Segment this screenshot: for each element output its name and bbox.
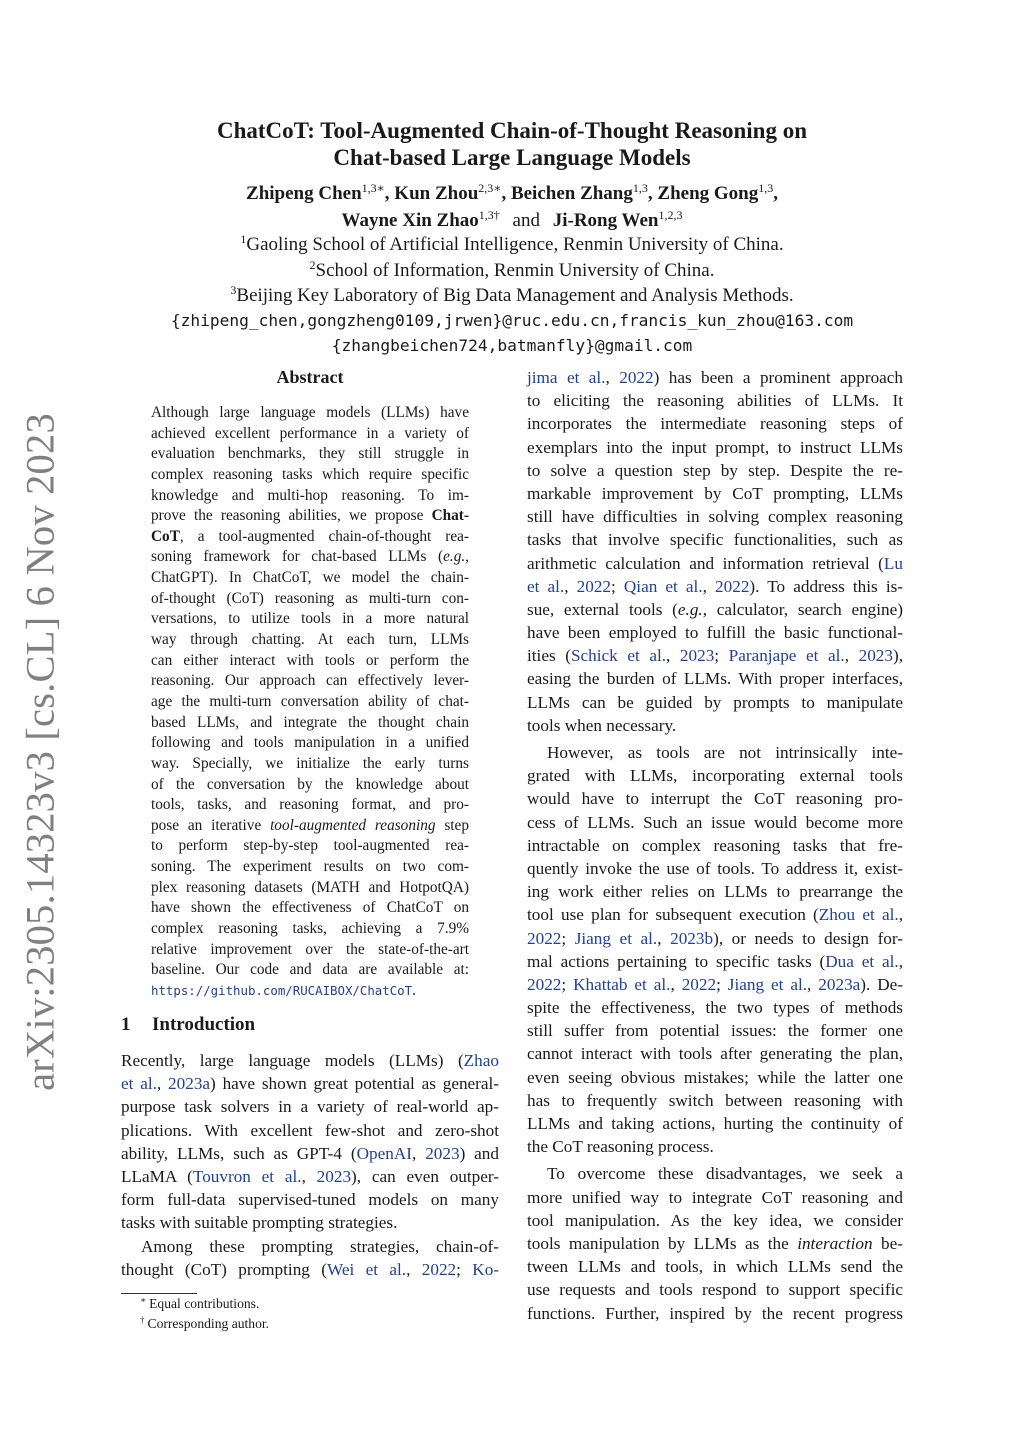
abstract-line: soning. The experiment results on two com- (151, 858, 469, 876)
author-affil-mark: 1,3∗ (361, 181, 385, 195)
abstract-line: knowledge and multi-hop reasoning. To im- (151, 486, 469, 504)
abstract-line: achieved excellent performance in a variety of (151, 424, 469, 442)
body-line: to eliciting the reasoning abilities of LLMs. It (527, 391, 903, 411)
author-name: Kun Zhou (394, 183, 479, 204)
author-name: Wayne Xin Zhao (341, 210, 479, 231)
body-line: would have to interrupt the CoT reasoning pro- (527, 789, 903, 809)
abstract-heading: Abstract (276, 367, 344, 387)
body-line: cess of LLMs. Such an issue would become more (527, 812, 903, 832)
body-line: more unified way to integrate CoT reasoning and (527, 1187, 903, 1207)
body-line: intractable on complex reasoning tasks that fre- (527, 835, 903, 855)
body-line: et al., 2023a) have shown great potential as general- (121, 1074, 500, 1094)
body-line: quently invoke the use of tools. To address it, exist- (527, 858, 903, 878)
abstract-line: reasoning. Our approach can effectively lever- (151, 672, 469, 690)
intro-right-column (527, 366, 903, 1325)
citation-link[interactable]: Ko- (472, 1259, 500, 1279)
affiliation: School of Information, Renmin University of China. (315, 259, 715, 281)
body-line: incorporates the intermediate reasoning steps of (527, 414, 903, 434)
body-line: ities (Schick et al., 2023; Paranjape et al., 2023), (527, 646, 904, 666)
citation-link[interactable]: 2023 (858, 646, 893, 666)
body-line: tween LLMs and tools, in which LLMs send the (527, 1257, 903, 1277)
footnote: † Corresponding author. (140, 1314, 270, 1331)
abstract-line: soning framework for chat-based LLMs (e.g., (151, 548, 469, 566)
author-name: Zhipeng Chen (246, 183, 362, 204)
body-line: use requests and tools respond to support specific (527, 1280, 903, 1300)
body-line: Recently, large language models (LLMs) (Zhao (121, 1051, 499, 1070)
body-line: still have difficulties in solving complex reasoning (527, 507, 903, 527)
affil-mark: 3 (230, 283, 237, 297)
body-line: purpose task solvers in a variety of real-world ap- (121, 1097, 499, 1117)
citation-link[interactable]: Zhou et al. (818, 905, 899, 925)
body-line: markable improvement by CoT prompting, LLMs (527, 483, 903, 503)
abstract-line: https://github.com/RUCAIBOX/ChatCoT. (151, 981, 416, 999)
body-line: cannot interact with tools after generating the plan, (527, 1044, 903, 1064)
code-repo-link[interactable]: https://github.com/RUCAIBOX/ChatCoT (151, 982, 413, 998)
body-line: LLaMA (Touvron et al., 2023), can even outper- (121, 1166, 499, 1186)
body-line: sue, external tools (e.g., calculator, search engine) (527, 599, 903, 619)
arxiv-identifier-text: arXiv:2305.14323v3 [cs.CL] 6 Nov 2023 (17, 413, 63, 1091)
abstract-line: of-thought (CoT) reasoning as multi-turn con- (151, 589, 469, 607)
citation-link[interactable]: Lu (883, 553, 903, 573)
abstract-line: pose an iterative tool-augmented reasoning step (151, 816, 469, 834)
body-line: functions. Further, inspired by the recent progress (527, 1303, 903, 1323)
citation-link[interactable]: Khattab et al. (573, 974, 671, 994)
abstract-line: complex reasoning tasks which require specific (151, 465, 469, 483)
body-line: tools manipulation by LLMs as the interaction be- (527, 1233, 903, 1253)
citation-link[interactable]: 2022 (576, 576, 611, 596)
body-line: have been employed to fulfill the basic functional- (527, 623, 903, 643)
citation-link[interactable]: Touvron et al. (192, 1166, 302, 1186)
citation-link[interactable]: 2022 (421, 1259, 457, 1279)
abstract-line: age the multi-turn conversation ability of chat- (151, 692, 469, 710)
author-affil-mark: 2,3∗ (478, 181, 502, 195)
body-line: thought (CoT) prompting (Wei et al., 2022; Ko- (121, 1259, 500, 1279)
paper-title (0, 117, 1024, 171)
body-line: to solve a question step by step. Despite the re- (527, 460, 903, 480)
citation-link[interactable]: jima et al. (527, 368, 606, 387)
author-name: Zheng Gong (657, 183, 759, 204)
section-heading (121, 1014, 255, 1036)
citation-link[interactable]: 2022 (527, 928, 562, 948)
section-title: Introduction (152, 1014, 256, 1035)
citation-link[interactable]: Paranjape et al. (728, 646, 845, 666)
abstract-line: evaluation benchmarks, they still struggle in (151, 445, 469, 463)
body-line: jima et al., 2022) has been a prominent approach (527, 368, 904, 387)
title-line-1: ChatCoT: Tool-Augmented Chain-of-Thought Reasoning on (216, 118, 807, 143)
author-name: Ji-Rong Wen (552, 210, 659, 231)
abstract-body (151, 403, 469, 1002)
citation-link[interactable]: 2023 (425, 1143, 460, 1163)
abstract-line: prove the reasoning abilities, we propose Chat- (151, 507, 469, 525)
abstract-line: plex reasoning datasets (MATH and HotpotQA) (151, 878, 469, 896)
body-line: still suffer from potential issues: the former one (527, 1021, 903, 1041)
body-line: LLMs can be guided by prompts to manipulate (527, 692, 903, 712)
body-line: tasks with suitable prompting strategies. (121, 1213, 398, 1233)
author-name: Beichen Zhang (510, 183, 633, 204)
body-line: plications. With excellent few-shot and zero-shot (121, 1120, 499, 1140)
abstract-line: complex reasoning tasks, achieving a 7.9% (151, 920, 469, 938)
citation-link[interactable]: 2022 (527, 974, 562, 994)
abstract-line: Although large language models (LLMs) have (151, 404, 469, 421)
abstract-line: tools, tasks, and reasoning format, and pro- (151, 796, 469, 814)
author-affil-mark: 1,3 (758, 181, 774, 195)
body-line: To overcome these disadvantages, we seek a (547, 1164, 903, 1184)
abstract-line: CoT, a tool-augmented chain-of-thought rea- (151, 527, 469, 545)
abstract-line: can either interact with tools or perform the (151, 651, 469, 669)
title-line-2: Chat-based Large Language Models (333, 145, 691, 170)
citation-link[interactable]: et al. (121, 1074, 157, 1094)
abstract-line: relative improvement over the state-of-the-art (151, 940, 469, 958)
body-line: Among these prompting strategies, chain-of- (141, 1236, 499, 1256)
citation-link[interactable]: Jiang et al. (574, 928, 658, 948)
body-line: 2022; Khattab et al., 2022; Jiang et al., 2023a). De- (527, 974, 904, 994)
body-line: form full-data supervised-tuned models on many (121, 1190, 499, 1210)
author-affil-mark: 1,2,3 (658, 208, 683, 222)
citation-link[interactable]: 2023a (818, 974, 861, 994)
abstract-line: baseline. Our code and data are available at: (151, 961, 469, 979)
body-line: even seeing obvious mistakes; while the latter one (527, 1067, 903, 1087)
intro-left-column (121, 1049, 499, 1281)
affiliation: Beijing Key Laboratory of Big Data Management and Analysis Methods. (236, 285, 794, 306)
footnote: ∗ Equal contributions. (140, 1295, 260, 1311)
citation-link[interactable]: Qian et al. (623, 576, 703, 596)
email-line: {zhangbeichen724,batmanfly}@gmail.com (331, 336, 693, 355)
body-line: spite the effectiveness, the two types of methods (527, 998, 903, 1018)
abstract-line: to perform step-by-step tool-augmented rea- (151, 837, 469, 855)
body-line: the CoT reasoning process. (527, 1137, 714, 1157)
abstract-line: way through chatting. At each turn, LLMs (151, 631, 469, 649)
body-line: grated with LLMs, incorporating external tools (527, 766, 903, 786)
email-list (0, 308, 1024, 358)
body-line: easing the burden of LLMs. With proper interfaces, (527, 669, 903, 689)
citation-link[interactable]: 2022 (681, 974, 717, 994)
citation-link[interactable]: 2023 (316, 1166, 352, 1186)
citation-link[interactable]: Zhao (463, 1051, 499, 1070)
author-list: Zhipeng Chen$^{1,3∗}$, Kun Zhou$^{2,3∗}$, Beichen Zhang$^{1,3}$, Zheng Gong$^{1,3}$, Wayne Xin Zhao$^{1,3\dagger}$ and Ji-Rong Wen$^{1,2,3}$ (246, 181, 778, 231)
abstract-line: versations, to utilize tools in a more natural (151, 610, 469, 628)
body-line: tools when necessary. (527, 715, 677, 735)
body-line: tasks that involve specific functionalities, such as (527, 530, 903, 550)
citation-link[interactable]: Dua et al. (825, 951, 899, 971)
body-line: tool use plan for subsequent execution (Zhou et al., (527, 905, 903, 925)
body-line: et al., 2022; Qian et al., 2022). To address this is- (527, 576, 904, 596)
body-line: arithmetic calculation and information retrieval (Lu (527, 553, 903, 573)
footnotes (140, 1294, 270, 1333)
body-line: LLMs and taking actions, hurting the continuity of (527, 1114, 903, 1133)
abstract-line: of the conversation by the knowledge about (151, 775, 469, 793)
citation-link[interactable]: 2023a (168, 1074, 211, 1094)
author-affil-mark: 1,3† (478, 208, 500, 222)
affiliation: Gaoling School of Artificial Intelligence, Renmin University of China. (246, 234, 784, 255)
body-line: mal actions pertaining to specific tasks (Dua et al., (527, 951, 903, 971)
affil-mark: 1 (240, 232, 247, 246)
citation-link[interactable]: 2022 (715, 576, 750, 596)
section-number: 1 (121, 1014, 131, 1035)
body-line: tool manipulation. As the key idea, we consider (527, 1210, 903, 1230)
abstract-line: have shown the effectiveness of ChatCoT on (151, 899, 469, 917)
body-line: 2022; Jiang et al., 2023b), or needs to design for- (527, 928, 904, 948)
citation-link[interactable]: Wei et al. (326, 1259, 407, 1279)
citation-link[interactable]: Jiang et al. (727, 974, 808, 994)
abstract-line: way. Specially, we initialize the early turns (151, 754, 469, 772)
abstract-line: based LLMs, and integrate the thought chain (151, 713, 469, 731)
author-affil-mark: 1,3 (632, 181, 648, 195)
body-line: ing work either relies on LLMs to prearrange the (527, 882, 903, 902)
abstract-line: following and tools manipulation in a unified (151, 734, 469, 752)
affil-mark: 2 (309, 257, 316, 272)
citation-link[interactable]: OpenAI (356, 1143, 412, 1163)
affiliation-list (0, 232, 1024, 309)
citation-link[interactable]: et al. (527, 576, 565, 596)
citation-link[interactable]: 2023b (670, 928, 714, 948)
citation-link[interactable]: 2023 (679, 646, 715, 666)
body-line: has to frequently switch between reasoning with (527, 1090, 903, 1110)
author-and: and (512, 210, 540, 231)
body-line: ability, LLMs, such as GPT-4 (OpenAI, 2023) and (121, 1143, 499, 1163)
abstract-line: ChatGPT). In ChatCoT, we model the chain- (151, 569, 469, 587)
body-line: However, as tools are not intrinsically inte- (547, 743, 903, 762)
citation-link[interactable]: 2022 (619, 368, 654, 387)
body-line: exemplars into the input prompt, to instruct LLMs (527, 437, 903, 457)
citation-link[interactable]: Schick et al. (570, 646, 667, 666)
email-line: {zhipeng_chen,gongzheng0109,jrwen}@ruc.edu.cn,francis_kun_zhou@163.com (170, 311, 854, 330)
